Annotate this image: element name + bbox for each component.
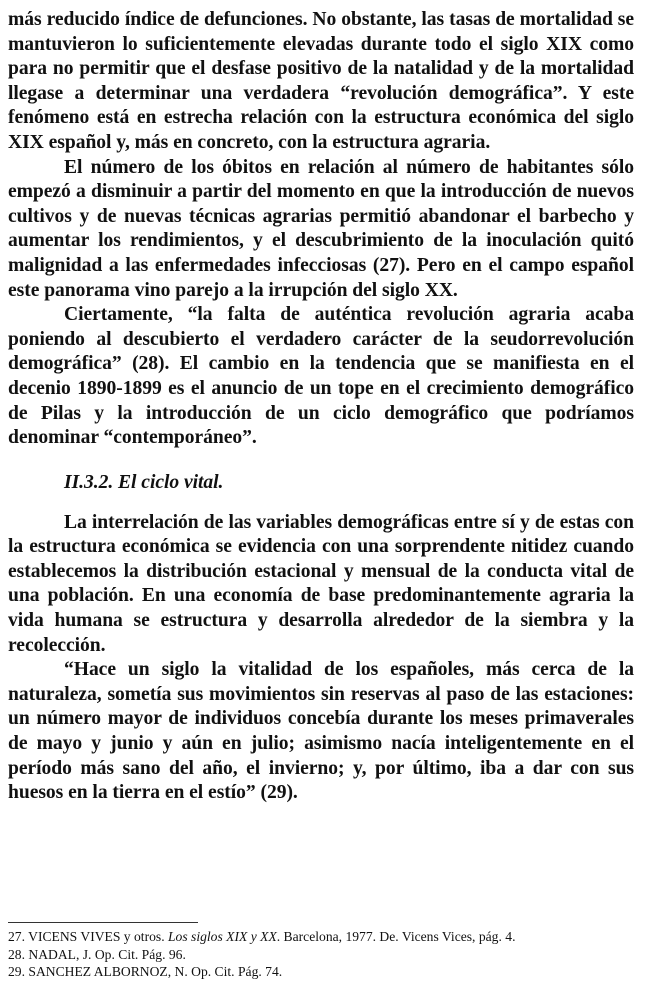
footnote-28-text: 28. NADAL, J. Op. Cit. Pág. 96. (8, 946, 186, 962)
document-body (8, 8, 634, 806)
footnote-29 (8, 963, 636, 981)
section-heading: II.3.2. El ciclo vital. (64, 471, 224, 493)
footnotes (8, 928, 636, 981)
paragraph-4: La interrelación de las variables demográficas entre sí y de estas con la estructura económica se evidencia con una sorprendente nitidez cuando establecemos la distribución estacional y mensual de la conducta vital de una población. En una economía de base predominantemente agraria la vida humana se estructura y desarrolla alrededor de la siembra y la recolección. (8, 511, 634, 656)
footnote-divider (8, 922, 198, 923)
paragraph-2: El número de los óbitos en relación al número de habitantes sólo empezó a disminuir a partir del momento en que la introducción de nuevos cultivos y de nuevas técnicas agrarias permitió abandonar el barbecho y aumentar los rendimientos, y el descubrimiento de la inoculación quitó malignidad a las enfermedades infecciosas (27). Pero en el campo español este panorama vino parejo a la irrupción del siglo XX. (8, 156, 634, 301)
footnote-29-text: 29. SANCHEZ ALBORNOZ, N. Op. Cit. Pág. 74. (8, 964, 283, 979)
paragraph-3: Ciertamente, “la falta de auténtica revolución agraria acaba poniendo al descubierto el verdadero carácter de la seudorrevolución demográfica” (28). El cambio en la tendencia que se manifiesta en el decenio 1890-1899 es el anuncio de un tope en el crecimiento demográfico de Pilas y la introducción de un ciclo demográfico que podríamos denominar “contemporáneo”. (8, 304, 634, 449)
paragraph-1: más reducido índice de defunciones. No obstante, las tasas de mortalidad se mantuvieron lo suficientemente elevadas durante todo el siglo XIX como para no permitir que el desfase positivo de la natalidad y de la mortalidad llegase a determinar una verdadera “revolución demográfica”. Y este fenómeno está en estrecha relación con la estructura económica del siglo XIX español y, más en concreto, con la estructura agraria. (8, 9, 634, 153)
footnote-27 (8, 928, 636, 946)
footnote-28 (8, 946, 636, 964)
footnote-27-text: 27. VICENS VIVES y otros. (8, 929, 168, 944)
footnote-27-title: Los siglos XIX y XX (168, 929, 277, 944)
paragraph-5: “Hace un siglo la vitalidad de los españoles, más cerca de la naturaleza, sometía sus movimientos sin reservas al paso de las estaciones: un número mayor de individuos concebía durante los meses primaverales de mayo y junio y aún en julio; asimismo nacía inteligentemente en el período más sano del año, el invierno; y, por último, iba a dar con sus huesos en la tierra en el estío” (29). (8, 659, 634, 804)
footnote-27-rest: . Barcelona, 1977. De. Vicens Vices, pág. 4. (276, 929, 516, 944)
